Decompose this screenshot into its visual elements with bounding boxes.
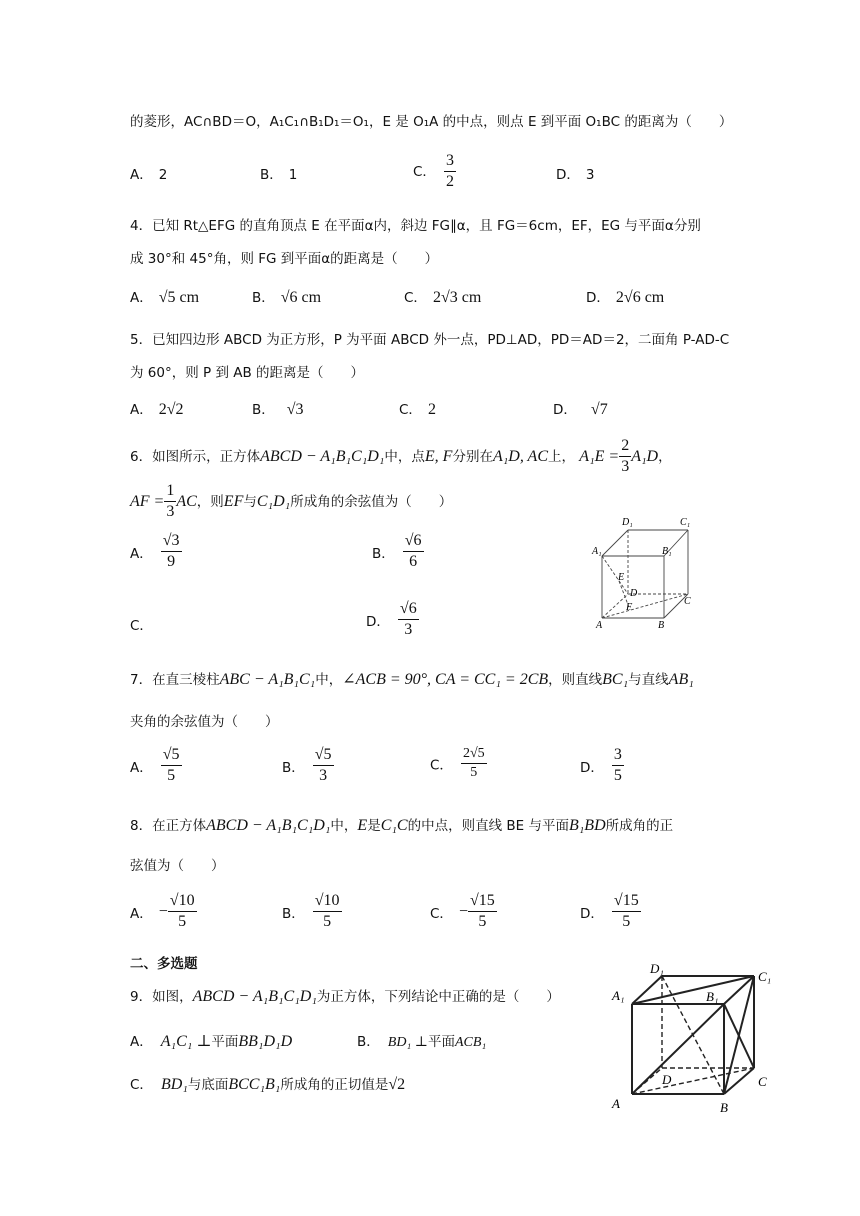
q3-option-c: C． $\frac{3}{2}$ (413, 152, 454, 191)
q7-line1: 7．在直三棱柱ABC − A₁B₁C₁中，∠ACB = 90°, CA = CC₁ = 2CB，则直线BC₁与直线AB₁ (130, 671, 694, 688)
q8-line1: 8．在正方体ABCD − A₁B₁C₁D₁中，E是C₁C的中点，则直线 BE 与平面B₁BD所成角的正 (130, 817, 674, 834)
q4-option-c: C． 2√3 cm (404, 289, 482, 306)
q8-option-b: B． $\frac{√10}{5}$ (282, 892, 340, 931)
q9-option-c: C． BD₁与底面BCC₁B₁所成角的正切值是√2 (130, 1076, 406, 1093)
q6-label-a1: A₁ (592, 546, 602, 557)
q9-label-d1: D₁ (650, 961, 664, 976)
q7-option-a: A． $\frac{√5}{5}$ (130, 746, 180, 785)
q9-line1: 9．如图，ABCD − A₁B₁C₁D₁为正方体，下列结论中正确的是（ ） (130, 988, 560, 1005)
q7-option-c: C． $\frac{2√5}{5}$ (430, 746, 485, 781)
q3-stem: 的菱形，AC∩BD＝O，A₁C₁∩B₁D₁＝O₁，E 是 O₁A 的中点，则点 E 到平面 O₁BC 的距离为（ ） (130, 114, 733, 130)
q5-line1: 5．已知四边形 ABCD 为正方形，P 为平面 ABCD 外一点，PD⊥AD，PD＝AD＝2，二面角 P-AD-C (130, 332, 730, 348)
q9-option-b: B． BD₁ ⊥平面ACB₁ (357, 1034, 487, 1050)
q6-label-b: B (658, 620, 665, 631)
q6-label-e: E (618, 572, 625, 583)
section-title-multiple-choice: 二、多选题 (130, 956, 198, 972)
q9-label-a: A (612, 1096, 620, 1111)
q9-label-b: B (720, 1100, 728, 1115)
q8-line2: 弦值为（ ） (130, 858, 225, 874)
q5-option-d: D． √7 (553, 401, 608, 418)
q9-cube-figure (608, 960, 788, 1120)
q6-label-d: D (630, 588, 638, 599)
q9-label-b1: B₁ (706, 989, 719, 1004)
q6-label-f: F (626, 602, 633, 613)
q9-option-a: A． A₁C₁ ⊥平面BB₁D₁D (130, 1033, 293, 1050)
q4-option-b: B． √6 cm (252, 289, 322, 306)
q7-option-d: D． $\frac{3}{5}$ (580, 746, 622, 785)
q4-option-a: A． √5 cm (130, 289, 200, 306)
q6-label-d1: D₁ (622, 517, 633, 528)
q5-option-a: A． 2√2 (130, 401, 184, 418)
q3-option-b: B． 1 (260, 167, 298, 183)
q6-label-c1: C₁ (680, 517, 691, 528)
q6-label-c: C (684, 596, 691, 607)
q6-label-b1: B₁ (662, 546, 672, 557)
q6-line1: 6．如图所示，正方体ABCD − A₁B₁C₁D₁中，点E, F分别在A₁D, AC上， A₁E = $\frac{2}{3}$ A₁D， (130, 437, 672, 476)
q9-label-d: D (662, 1072, 672, 1087)
q5-option-b: B． √3 (252, 401, 304, 418)
q7-option-b: B． $\frac{√5}{3}$ (282, 746, 332, 785)
q3-option-d: D． 3 (556, 167, 595, 183)
q6-cube-figure (588, 512, 698, 632)
q6-option-b: B． $\frac{√6}{6}$ (372, 532, 422, 571)
q8-option-c: C． − $\frac{√15}{5}$ (430, 892, 495, 931)
q8-option-d: D． $\frac{√15}{5}$ (580, 892, 639, 931)
q9-label-c1: C₁ (758, 969, 772, 984)
q4-option-d: D． 2√6 cm (586, 289, 665, 306)
q5-line2: 为 60°，则 P 到 AB 的距离是（ ） (130, 365, 365, 381)
q4-line2: 成 30°和 45°角，则 FG 到平面α的距离是（ ） (130, 251, 439, 267)
q3-option-a: A． 2 (130, 167, 168, 183)
q4-line1: 4．已知 Rt△EFG 的直角顶点 E 在平面α内，斜边 FG∥α，且 FG＝6cm，EF，EG 与平面α分别 (130, 218, 701, 234)
q6-option-a: A． $\frac{√3}{9}$ (130, 532, 180, 571)
q9-label-c: C (758, 1074, 767, 1089)
q6-line2: AF = $\frac{1}{3}$ AC，则EF与C₁D₁所成角的余弦值为（ ） (130, 482, 453, 521)
q6-option-d: D． $\frac{√6}{3}$ (366, 600, 417, 639)
q7-line2: 夹角的余弦值为（ ） (130, 714, 279, 730)
q9-label-a1: A₁ (612, 988, 625, 1003)
q8-option-a: A． − $\frac{√10}{5}$ (130, 892, 195, 931)
q6-option-c: C． (130, 618, 153, 634)
q6-label-a: A (596, 620, 603, 631)
q5-option-c: C． 2 (399, 401, 436, 418)
